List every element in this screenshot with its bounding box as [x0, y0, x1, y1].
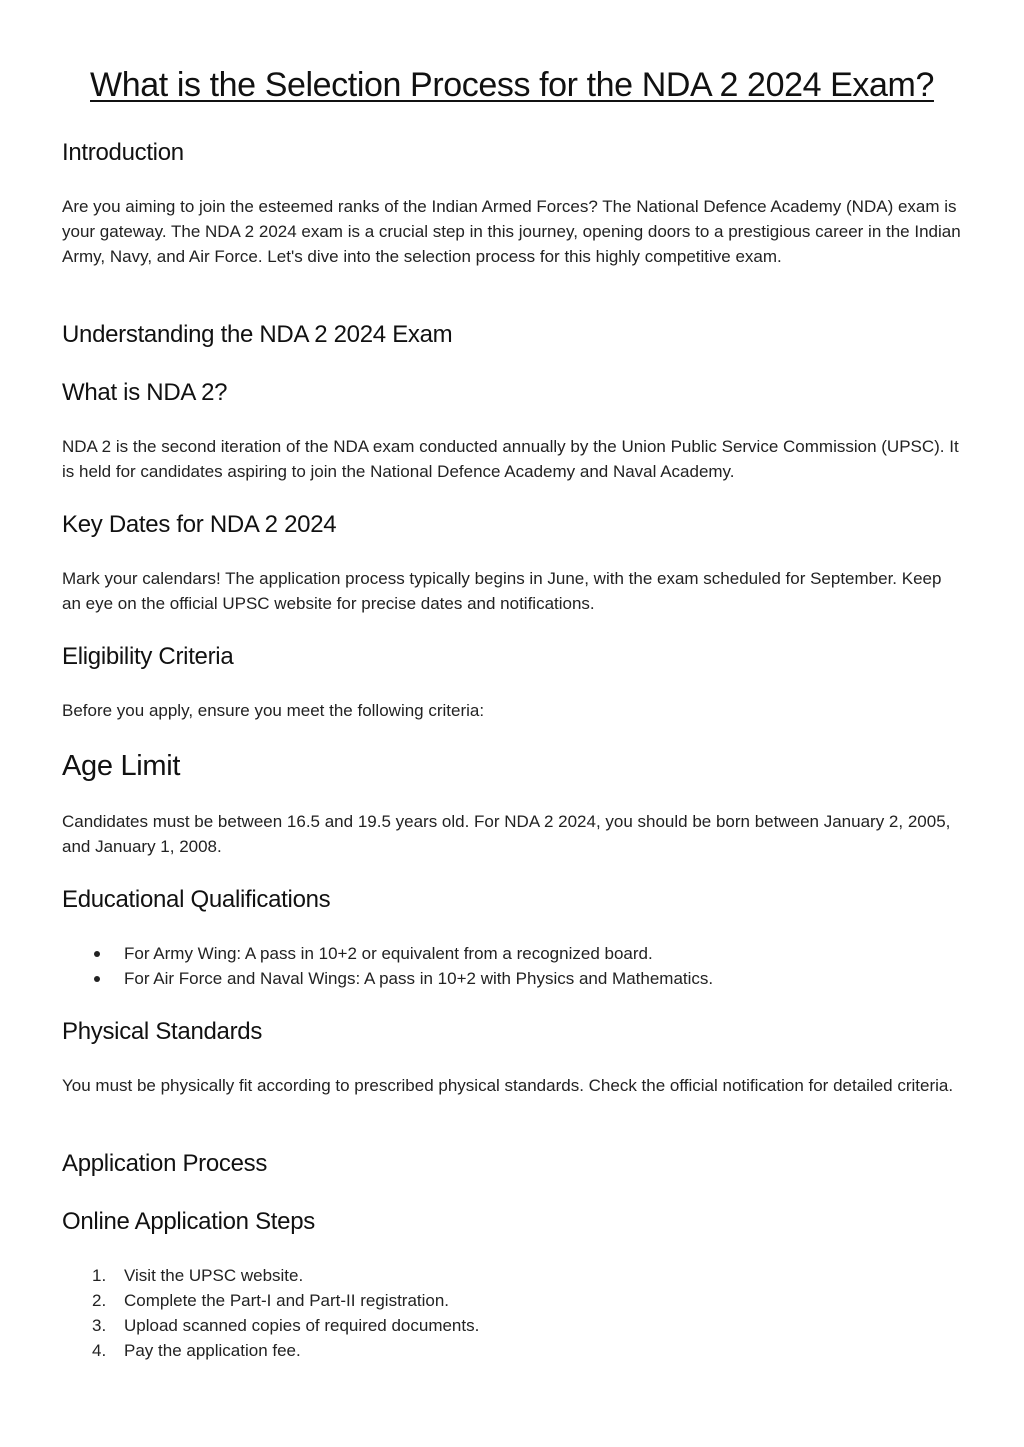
- list-item: [62, 1313, 479, 1338]
- list-item: [62, 1263, 479, 1288]
- list-item: [62, 1288, 479, 1313]
- heading-physical-standards: Physical Standards: [62, 1018, 263, 1045]
- page-title: What is the Selection Process for the NDA 2 2024 Exam?: [90, 66, 934, 104]
- bullet-icon: [94, 951, 100, 957]
- paragraph-key-dates: Mark your calendars! The application process typically begins in June, with the exam scheduled for September. Keep an eye on the official UPSC website for precise dates and notifications.: [62, 569, 942, 613]
- heading-age-limit: Age Limit: [62, 750, 181, 782]
- heading-introduction: Introduction: [62, 139, 184, 166]
- list-number: 2.: [92, 1291, 107, 1310]
- paragraph-eligibility: Before you apply, ensure you meet the following criteria:: [62, 701, 485, 720]
- paragraph-introduction: Are you aiming to join the esteemed ranks of the Indian Armed Forces? The National Defence Academy (NDA) exam is your gateway. The NDA 2 2024 exam is a crucial step in this journey, opening doors to a prestigious career in the Indian Army, Navy, and Air Force. Let's dive into the selection process for this highly competitive exam.: [62, 197, 961, 266]
- heading-application-process: Application Process: [62, 1150, 268, 1177]
- heading-understanding: Understanding the NDA 2 2024 Exam: [62, 321, 453, 348]
- heading-what-is-nda2: What is NDA 2?: [62, 379, 228, 406]
- heading-eligibility: Eligibility Criteria: [62, 643, 234, 670]
- heading-educational-qualifications: Educational Qualifications: [62, 886, 331, 913]
- list-item: [62, 941, 713, 966]
- list-item: [62, 1338, 479, 1363]
- list-number: 4.: [92, 1341, 107, 1360]
- heading-online-application-steps: Online Application Steps: [62, 1208, 315, 1235]
- list-item-text: For Air Force and Naval Wings: A pass in 10+2 with Physics and Mathematics.: [124, 969, 714, 988]
- list-online-application-steps: [62, 1263, 479, 1363]
- bullet-icon: [94, 976, 100, 982]
- paragraph-what-is-nda2: NDA 2 is the second iteration of the NDA exam conducted annually by the Union Public Service Commission (UPSC). It is held for candidates aspiring to join the National Defence Academy and Naval Academy.: [62, 437, 959, 481]
- list-item-text: For Army Wing: A pass in 10+2 or equivalent from a recognized board.: [124, 944, 653, 963]
- list-educational-qualifications: [62, 941, 713, 991]
- heading-key-dates: Key Dates for NDA 2 2024: [62, 511, 337, 538]
- list-item: [62, 966, 713, 991]
- list-item-text: Complete the Part-I and Part-II registration.: [124, 1291, 450, 1310]
- list-number: 3.: [92, 1316, 107, 1335]
- paragraph-physical-standards: You must be physically fit according to prescribed physical standards. Check the official notification for detailed criteria.: [62, 1076, 954, 1095]
- list-item-text: Upload scanned copies of required documents.: [124, 1316, 480, 1335]
- list-number: 1.: [92, 1266, 107, 1285]
- list-item-text: Pay the application fee.: [124, 1341, 301, 1360]
- paragraph-age-limit: Candidates must be between 16.5 and 19.5 years old. For NDA 2 2024, you should be born between January 2, 2005, and January 1, 2008.: [62, 812, 951, 856]
- list-item-text: Visit the UPSC website.: [124, 1266, 304, 1285]
